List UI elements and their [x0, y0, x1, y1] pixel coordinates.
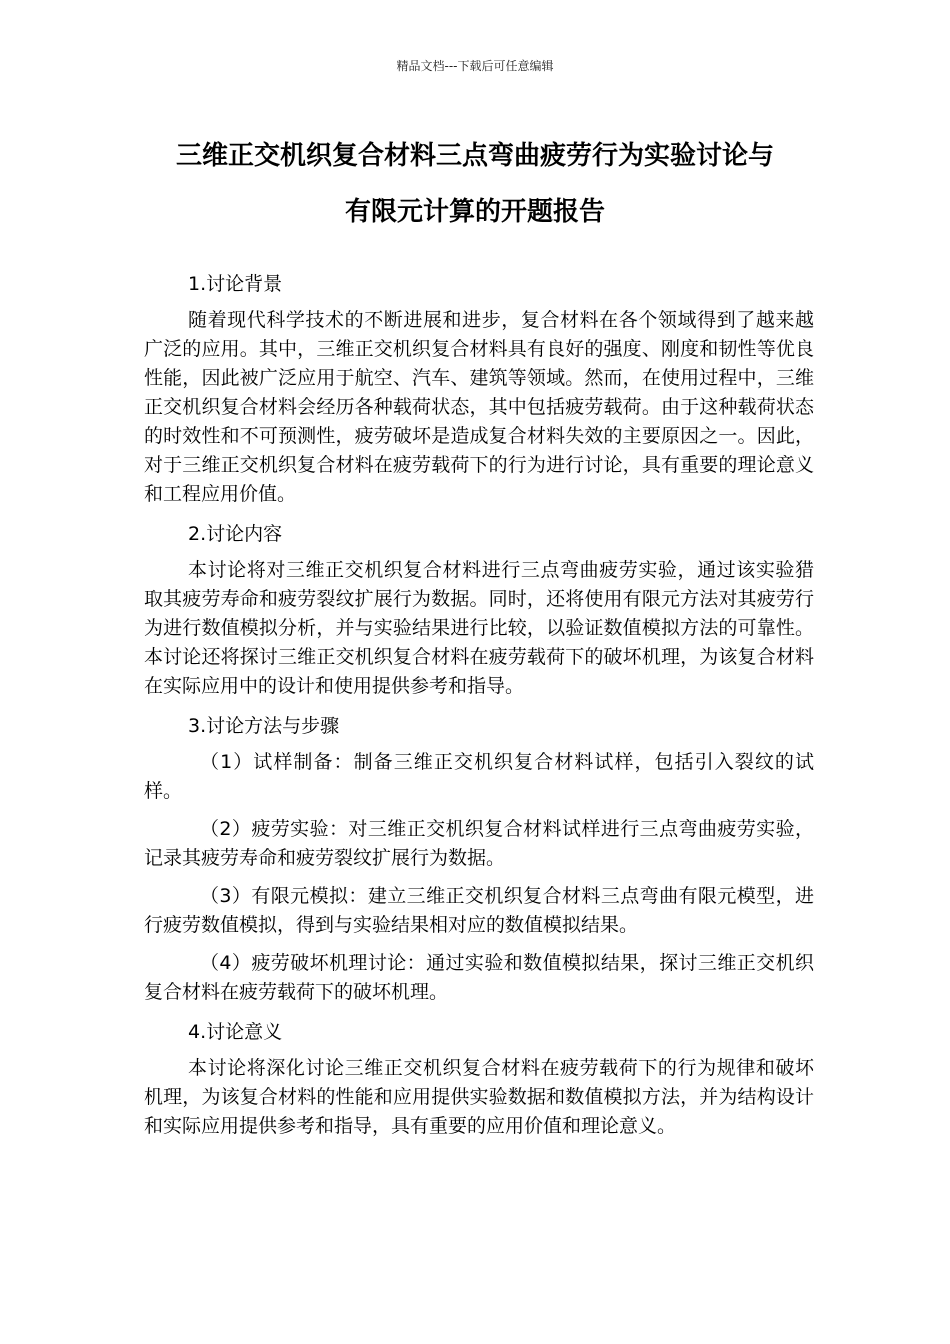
method-step: （3）有限元模拟：建立三维正交机织复合材料三点弯曲有限元模型，进行疲劳数值模拟，得到与实验结果相对应的数值模拟结果。 [144, 885, 814, 936]
paragraph: 随着现代科学技术的不断进展和进步，复合材料在各个领域得到了越来越广泛的应用。其中，三维正交机织复合材料具有良好的强度、刚度和韧性等优良性能，因此被广泛应用于航空、汽车、建筑等领域。然而，在使用过程中，三维正交机织复合材料会经历各种载荷状态，其中包括疲劳载荷。由于这种载荷状态的时效性和不可预测性，疲劳破坏是造成复合材料失效的主要原因之一。因此，对于三维正交机织复合材料在疲劳载荷下的行为进行讨论，具有重要的理论意义和工程应用价值。 [144, 309, 814, 505]
paragraph: 本讨论将深化讨论三维正交机织复合材料在疲劳载荷下的行为规律和破坏机理，为该复合材料的性能和应用提供实验数据和数值模拟方法，并为结构设计和实际应用提供参考和指导，具有重要的应用价值和理论意义。 [144, 1057, 814, 1137]
section-content [144, 518, 814, 701]
section-heading: 1.讨论背景 [188, 273, 283, 295]
paragraph: 本讨论将对三维正交机织复合材料进行三点弯曲疲劳实验，通过该实验猎取其疲劳寿命和疲劳裂纹扩展行为数据。同时，还将使用有限元方法对其疲劳行为进行数值模拟分析，并与实验结果进行比较，以验证数值模拟方法的可靠性。本讨论还将探讨三维正交机织复合材料在疲劳载荷下的破坏机理，为该复合材料在实际应用中的设计和使用提供参考和指导。 [144, 559, 814, 697]
title-line-2: 有限元计算的开题报告 [344, 197, 605, 227]
method-step: （2）疲劳实验：对三维正交机织复合材料试样进行三点弯曲疲劳实验，记录其疲劳寿命和疲劳裂纹扩展行为数据。 [144, 818, 814, 869]
section-heading: 2.讨论内容 [188, 523, 283, 545]
section-heading: 3.讨论方法与步骤 [188, 715, 340, 737]
page-header: 精品文档---下载后可任意编辑 [396, 59, 554, 73]
document-body [144, 268, 814, 1150]
document-title [120, 128, 830, 240]
section-background [144, 268, 814, 509]
title-line-1: 三维正交机织复合材料三点弯曲疲劳行为实验讨论与 [175, 141, 774, 171]
section-significance [144, 1016, 814, 1141]
method-step: （4）疲劳破坏机理讨论：通过实验和数值模拟结果，探讨三维正交机织复合材料在疲劳载荷下的破坏机理。 [144, 952, 814, 1003]
method-step: （1）试样制备：制备三维正交机织复合材料试样，包括引入裂纹的试样。 [144, 751, 814, 802]
section-heading: 4.讨论意义 [188, 1021, 283, 1043]
section-methods [144, 710, 814, 1007]
